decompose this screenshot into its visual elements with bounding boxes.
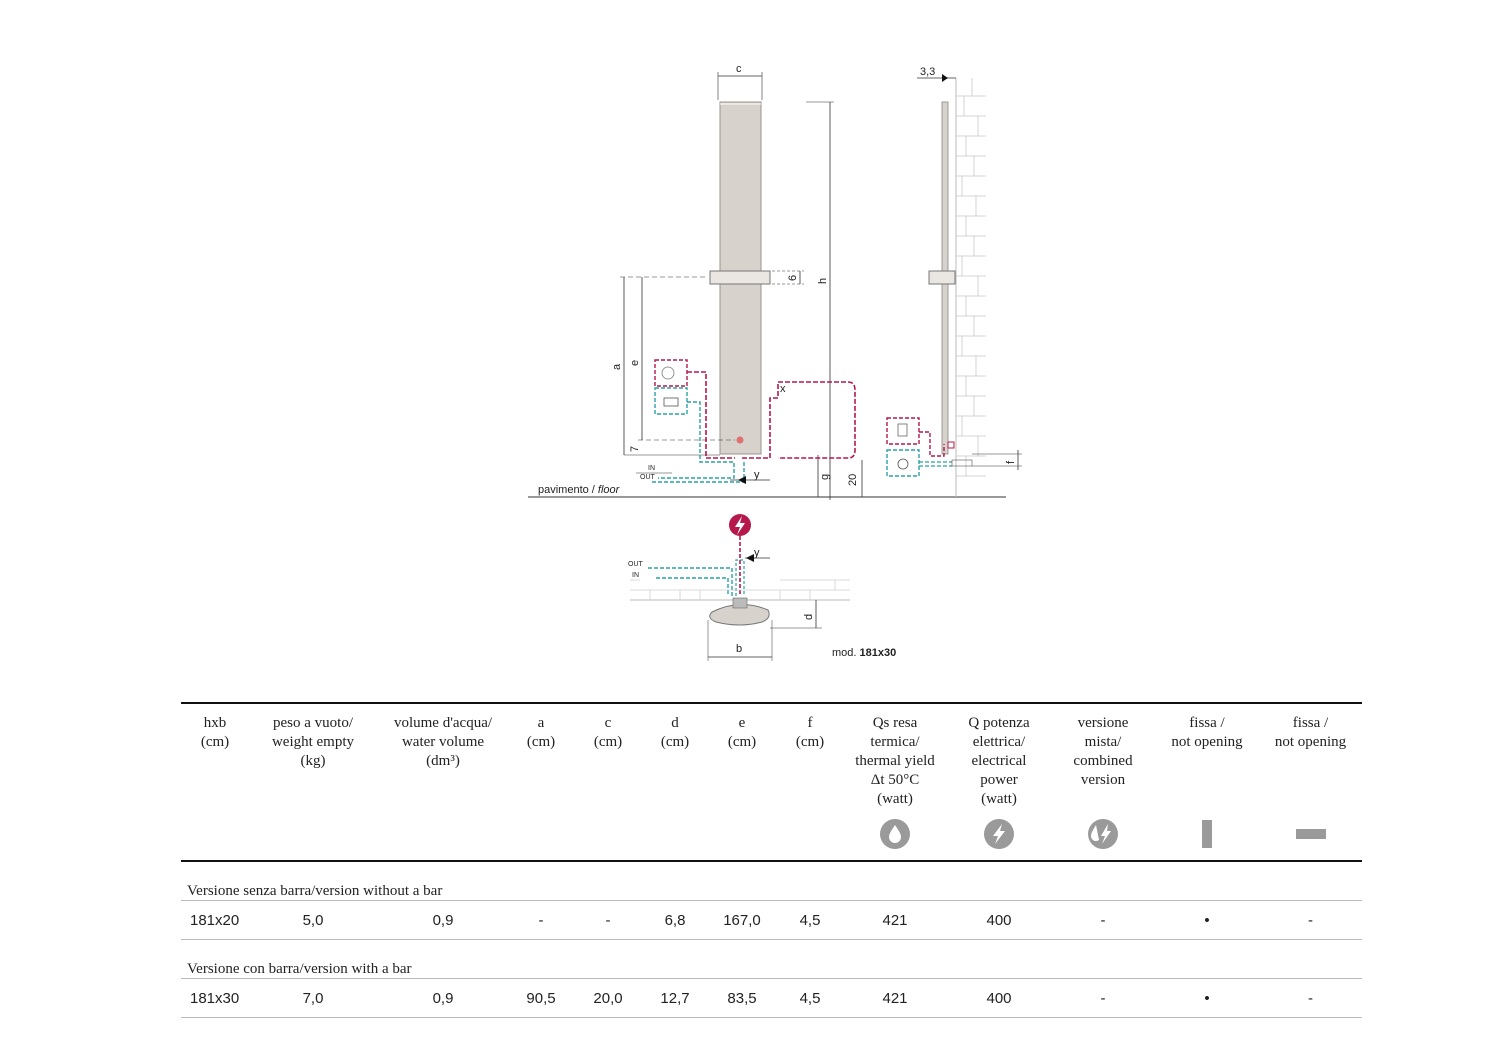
dim-h-label: h bbox=[817, 277, 829, 284]
column-header bbox=[643, 703, 707, 861]
column-header bbox=[509, 703, 573, 861]
column-header-label: e (cm) bbox=[727, 715, 757, 750]
dim-y-plan-label: y bbox=[754, 547, 760, 559]
table-cell: 0,9 bbox=[377, 979, 509, 1018]
floor-label: pavimento / floor bbox=[538, 484, 620, 496]
table-cell: 12,7 bbox=[643, 979, 707, 1018]
dim-g-label: g bbox=[819, 473, 831, 480]
column-header-label: fissa / not opening bbox=[1171, 715, 1243, 750]
column-header bbox=[1259, 703, 1362, 861]
column-header-label: d (cm) bbox=[660, 715, 690, 750]
column-header bbox=[843, 703, 947, 861]
table-cell: 5,0 bbox=[249, 901, 377, 940]
column-header-label: Qs resa termica/ thermal yield Δt 50°C (watt) bbox=[855, 715, 935, 807]
table-cell: 90,5 bbox=[509, 979, 573, 1018]
table-cell: - bbox=[1259, 979, 1362, 1018]
dim-7-label: 7 bbox=[629, 445, 641, 452]
dim-y-label: y bbox=[754, 469, 760, 481]
column-header-label: hxb (cm) bbox=[200, 715, 230, 750]
table-row bbox=[181, 901, 1362, 940]
side-view bbox=[887, 66, 1022, 497]
table-cell: 0,9 bbox=[377, 901, 509, 940]
table-header-row bbox=[181, 703, 1362, 861]
dim-20-label: 20 bbox=[847, 473, 859, 486]
table-cell: - bbox=[573, 901, 643, 940]
column-header bbox=[377, 703, 509, 861]
dim-d-label: d bbox=[803, 613, 815, 620]
table-cell: - bbox=[509, 901, 573, 940]
column-header bbox=[947, 703, 1051, 861]
column-header bbox=[573, 703, 643, 861]
table-cell: 7,0 bbox=[249, 979, 377, 1018]
pipe-out-label: OUT bbox=[640, 474, 655, 481]
table-cell: 400 bbox=[947, 979, 1051, 1018]
table-cell: - bbox=[1051, 901, 1155, 940]
table-cell: • bbox=[1155, 901, 1259, 940]
table-cell: 181x20 bbox=[181, 901, 249, 940]
column-header-label: versione mista/ combined version bbox=[1073, 715, 1133, 788]
combined-icon bbox=[1051, 818, 1155, 850]
table-cell: 421 bbox=[843, 901, 947, 940]
column-header-label: fissa / not opening bbox=[1274, 715, 1347, 750]
dim-x-label: x bbox=[780, 383, 786, 395]
dim-c-label: c bbox=[736, 63, 742, 75]
column-header-label: f (cm) bbox=[795, 715, 825, 750]
dim-b-label: b bbox=[736, 643, 743, 655]
column-header-label: c (cm) bbox=[593, 715, 623, 750]
table-cell: 6,8 bbox=[643, 901, 707, 940]
heating-element-dot bbox=[737, 437, 744, 444]
horizontal-bar-icon bbox=[1259, 818, 1362, 850]
column-header-label: volume d'acqua/ water volume (dm³) bbox=[393, 715, 493, 769]
dim-a-label: a bbox=[611, 363, 623, 370]
column-header-label: peso a vuoto/ weight empty (kg) bbox=[271, 715, 355, 769]
section-title: Versione con barra/version with a bar bbox=[181, 940, 1362, 979]
table-cell: 4,5 bbox=[777, 901, 843, 940]
column-header bbox=[1051, 703, 1155, 861]
table-cell: • bbox=[1155, 979, 1259, 1018]
table-cell: 421 bbox=[843, 979, 947, 1018]
pipe-in-label: IN bbox=[648, 465, 655, 472]
table-cell: 167,0 bbox=[707, 901, 777, 940]
column-header-label: Q potenza elettrica/ electrical power (watt) bbox=[968, 715, 1030, 807]
water-drop-icon bbox=[843, 818, 947, 850]
column-header-label: a (cm) bbox=[526, 715, 556, 750]
table-cell: 20,0 bbox=[573, 979, 643, 1018]
column-header bbox=[249, 703, 377, 861]
plan-view bbox=[628, 514, 896, 661]
table-cell: 4,5 bbox=[777, 979, 843, 1018]
table-cell: 400 bbox=[947, 901, 1051, 940]
table-cell: - bbox=[1259, 901, 1362, 940]
pipe-out-plan-label: OUT bbox=[628, 561, 643, 568]
dim-3-3-label: 3,3 bbox=[920, 66, 936, 78]
spec-table bbox=[181, 702, 1362, 1018]
pipe-in-plan-label: IN bbox=[632, 572, 639, 579]
table-cell: 83,5 bbox=[707, 979, 777, 1018]
dim-6-label: 6 bbox=[787, 274, 799, 281]
section-row bbox=[181, 940, 1362, 979]
column-header bbox=[181, 703, 249, 861]
column-header bbox=[1155, 703, 1259, 861]
section-row bbox=[181, 861, 1362, 901]
vertical-bar-icon bbox=[1155, 818, 1259, 850]
table-row bbox=[181, 979, 1362, 1018]
towel-bar-side bbox=[929, 271, 955, 284]
column-header bbox=[707, 703, 777, 861]
dim-e-label: e bbox=[629, 359, 641, 366]
section-title: Versione senza barra/version without a bar bbox=[181, 861, 1362, 901]
table-cell: 181x30 bbox=[181, 979, 249, 1018]
towel-bar-front bbox=[710, 271, 770, 284]
dim-f-label: f bbox=[1005, 460, 1017, 464]
model-label: mod. 181x30 bbox=[832, 647, 897, 659]
table-cell: - bbox=[1051, 979, 1155, 1018]
lightning-icon bbox=[947, 818, 1051, 850]
column-header bbox=[777, 703, 843, 861]
